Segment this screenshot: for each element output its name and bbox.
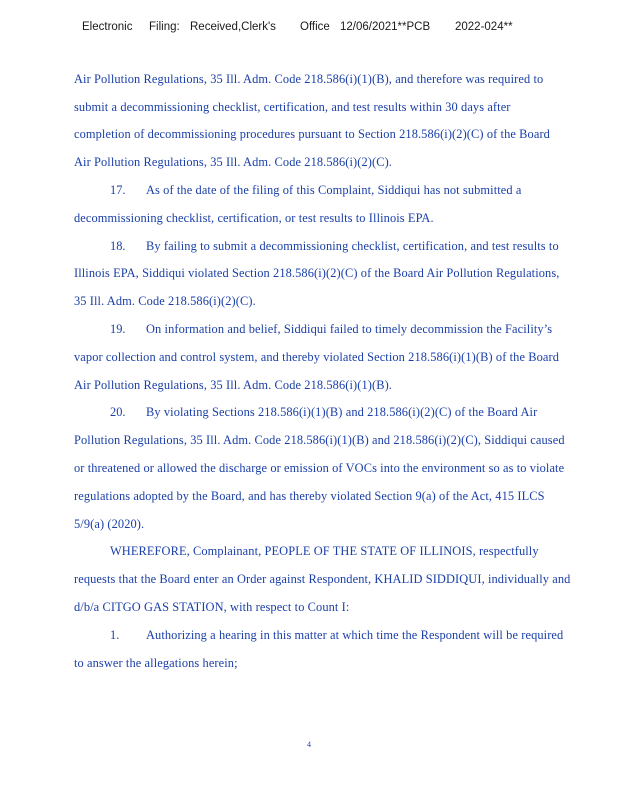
body-line: Illinois EPA, Siddiqui violated Section 218.586(i)(2)(C) of the Board Air Pollution Regulations,: [74, 266, 560, 280]
body-line: Authorizing a hearing in this matter at which time the Respondent will be required: [146, 628, 564, 642]
header-office: Office: [300, 21, 330, 33]
body-line: Air Pollution Regulations, 35 Ill. Adm. Code 218.586(i)(2)(C).: [74, 155, 393, 169]
body-line: By violating Sections 218.586(i)(1)(B) and 218.586(i)(2)(C) of the Board Air: [146, 405, 538, 419]
body-line: vapor collection and control system, and thereby violated Section 218.586(i)(1)(B) of the Board: [74, 350, 560, 364]
paragraph-number: 19.: [110, 322, 126, 336]
header-date: 12/06/2021**PCB: [340, 21, 431, 33]
body-line: to answer the allegations herein;: [74, 656, 238, 670]
body-line: 35 Ill. Adm. Code 218.586(i)(2)(C).: [74, 294, 256, 308]
header-case: 2022-024**: [455, 21, 513, 33]
body-line: or threatened or allowed the discharge or emission of VOCs into the environment so as to violate: [74, 461, 565, 475]
body-line: completion of decommissioning procedures pursuant to Section 218.586(i)(2)(C) of the Board: [74, 127, 550, 141]
paragraph-number: 17.: [110, 183, 126, 197]
body-line: submit a decommissioning checklist, certification, and test results within 30 days after: [74, 100, 511, 114]
paragraph-number: 18.: [110, 239, 126, 253]
body-line: WHEREFORE, Complainant, PEOPLE OF THE STATE OF ILLINOIS, respectfully: [110, 544, 539, 558]
body-line: By failing to submit a decommissioning checklist, certification, and test results to: [146, 239, 559, 253]
body-line: requests that the Board enter an Order against Respondent, KHALID SIDDIQUI, individually and: [74, 572, 571, 586]
body-line: On information and belief, Siddiqui failed to timely decommission the Facility’s: [146, 322, 553, 336]
body-line: Pollution Regulations, 35 Ill. Adm. Code 218.586(i)(1)(B) and 218.586(i)(2)(C), Siddiqui caused: [74, 433, 565, 447]
header-filing: Filing:: [149, 21, 180, 33]
body-line: As of the date of the filing of this Complaint, Siddiqui has not submitted a: [146, 183, 522, 197]
paragraph-number: 1.: [110, 628, 120, 642]
body-line: Air Pollution Regulations, 35 Ill. Adm. Code 218.586(i)(1)(B), and therefore was required to: [74, 72, 544, 86]
page-number: 4: [307, 740, 311, 749]
header-electronic: Electronic: [82, 21, 133, 33]
body-line: d/b/a CITGO GAS STATION, with respect to Count I:: [74, 600, 350, 614]
header-received: Received,Clerk's: [190, 21, 276, 33]
body-line: regulations adopted by the Board, and has thereby violated Section 9(a) of the Act, 415 ILCS: [74, 489, 545, 503]
body-line: decommissioning checklist, certification, or test results to Illinois EPA.: [74, 211, 434, 225]
body-line: Air Pollution Regulations, 35 Ill. Adm. Code 218.586(i)(1)(B).: [74, 378, 393, 392]
paragraph-number: 20.: [110, 405, 126, 419]
body-line: 5/9(a) (2020).: [74, 517, 145, 531]
